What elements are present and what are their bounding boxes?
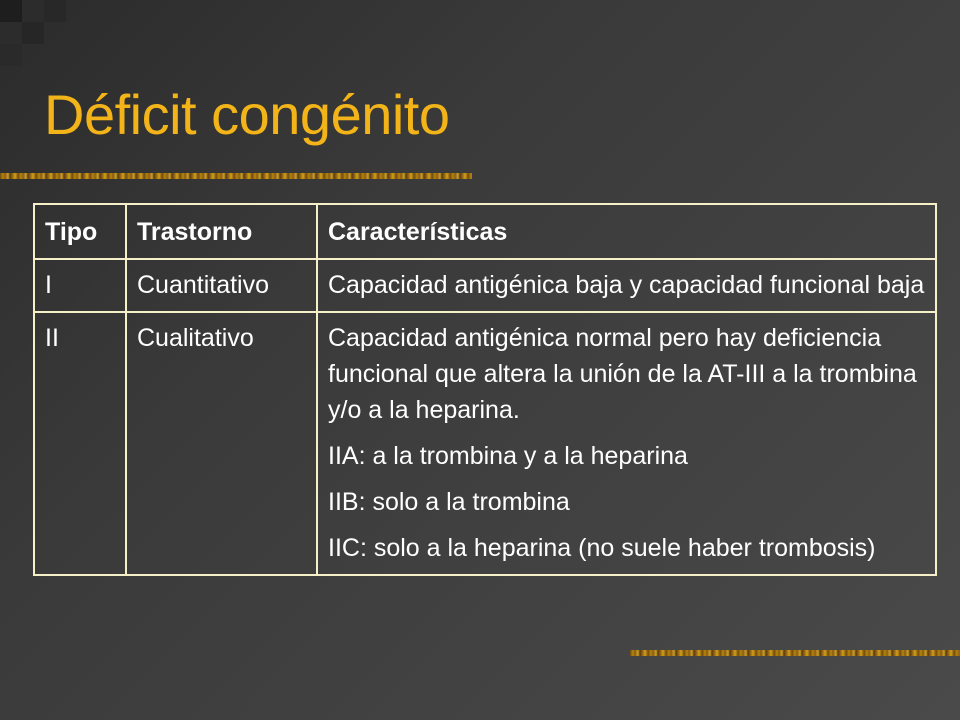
deficit-table bbox=[33, 203, 937, 576]
subtype-iic-text: IIC: solo a la heparina (no suele haber trombosis) bbox=[328, 534, 876, 562]
slide-title: Déficit congénito bbox=[44, 83, 450, 146]
table-row bbox=[34, 259, 936, 312]
bottom-decorative-rule bbox=[630, 650, 960, 656]
header-tipo: Tipo bbox=[34, 204, 126, 259]
cell-trastorno: Cuantitativo bbox=[126, 259, 317, 312]
header-trastorno: Trastorno bbox=[126, 204, 317, 259]
caracteristica-text: Capacidad antigénica normal pero hay deficiencia funcional que altera la unión de la AT-III a la trombina y/o a la heparina. bbox=[328, 324, 917, 424]
caracteristica-text: Capacidad antigénica baja y capacidad funcional baja bbox=[328, 271, 925, 299]
cell-caracteristicas bbox=[317, 312, 936, 575]
table-row bbox=[34, 312, 936, 575]
cell-tipo: I bbox=[34, 259, 126, 312]
subtype-iia-text: IIA: a la trombina y a la heparina bbox=[328, 442, 688, 470]
subtype-iib-text: IIB: solo a la trombina bbox=[328, 488, 570, 516]
header-caracteristicas: Características bbox=[317, 204, 936, 259]
cell-caracteristicas bbox=[317, 259, 936, 312]
table-header-row bbox=[34, 204, 936, 259]
corner-decoration bbox=[0, 0, 120, 90]
cell-trastorno: Cualitativo bbox=[126, 312, 317, 575]
title-underline bbox=[0, 173, 472, 179]
cell-tipo: II bbox=[34, 312, 126, 575]
